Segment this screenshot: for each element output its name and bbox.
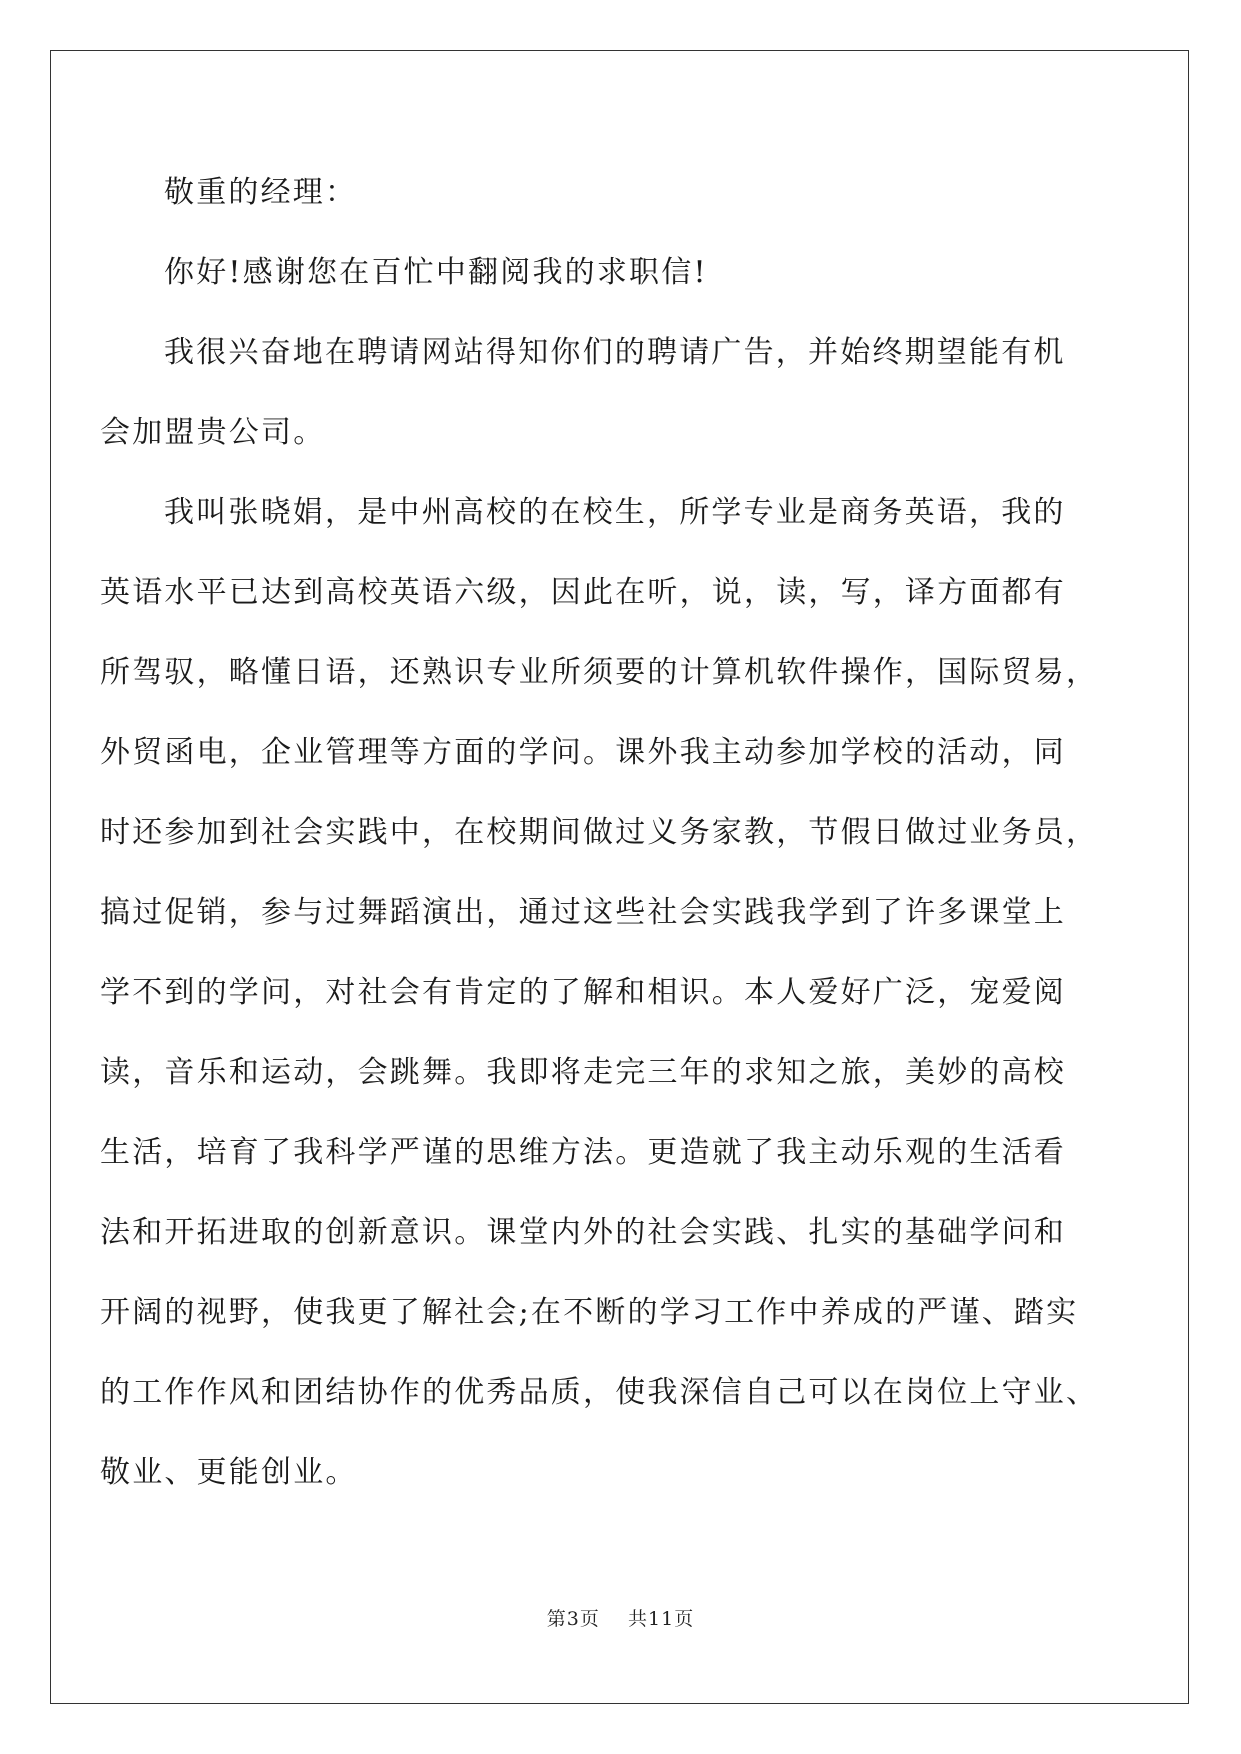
text-line: 时还参加到社会实践中，在校期间做过义务家教，节假日做过业务员，: [100, 815, 1099, 850]
text-line: 敬业、更能创业。: [100, 1455, 358, 1490]
text-line: 搞过促销，参与过舞蹈演出，通过这些社会实践我学到了许多课堂上: [100, 895, 1066, 930]
text-line: 开阔的视野，使我更了解社会;在不断的学习工作中养成的严谨、踏实: [100, 1295, 1079, 1330]
text-line: 所驾驭，略懂日语，还熟识专业所须要的计算机软件操作，国际贸易，: [100, 655, 1099, 690]
text-line: 读，音乐和运动，会跳舞。我即将走完三年的求知之旅，美妙的高校: [100, 1055, 1066, 1090]
text-line: 学不到的学问，对社会有肯定的了解和相识。本人爱好广泛，宠爱阅: [100, 975, 1066, 1010]
text-line: 生活，培育了我科学严谨的思维方法。更造就了我主动乐观的生活看: [100, 1135, 1066, 1170]
text-line: 我很兴奋地在聘请网站得知你们的聘请广告，并始终期望能有机: [164, 335, 1066, 370]
salutation: 敬重的经理：: [164, 175, 358, 210]
text-line: 我叫张晓娟，是中州高校的在校生，所学专业是商务英语，我的: [164, 495, 1066, 530]
paragraph-greeting: [100, 250, 1140, 330]
letter-body: [100, 170, 1140, 1530]
paragraph-intent: [100, 330, 1140, 490]
text-line: 英语水平已达到高校英语六级，因此在听，说，读，写，译方面都有: [100, 575, 1066, 610]
text-line: 法和开拓进取的创新意识。课堂内外的社会实践、扎实的基础学问和: [100, 1215, 1066, 1250]
text-line: 外贸函电，企业管理等方面的学问。课外我主动参加学校的活动，同: [100, 735, 1066, 770]
text-line: 会加盟贵公司。: [100, 415, 326, 450]
text-line: 你好!感谢您在百忙中翻阅我的求职信!: [164, 255, 708, 290]
text-line: 的工作作风和团结协作的优秀品质，使我深信自己可以在岗位上守业、: [100, 1375, 1099, 1410]
page-number: 第3页 共11页: [546, 1608, 695, 1630]
paragraph-self-introduction: [100, 490, 1140, 1530]
